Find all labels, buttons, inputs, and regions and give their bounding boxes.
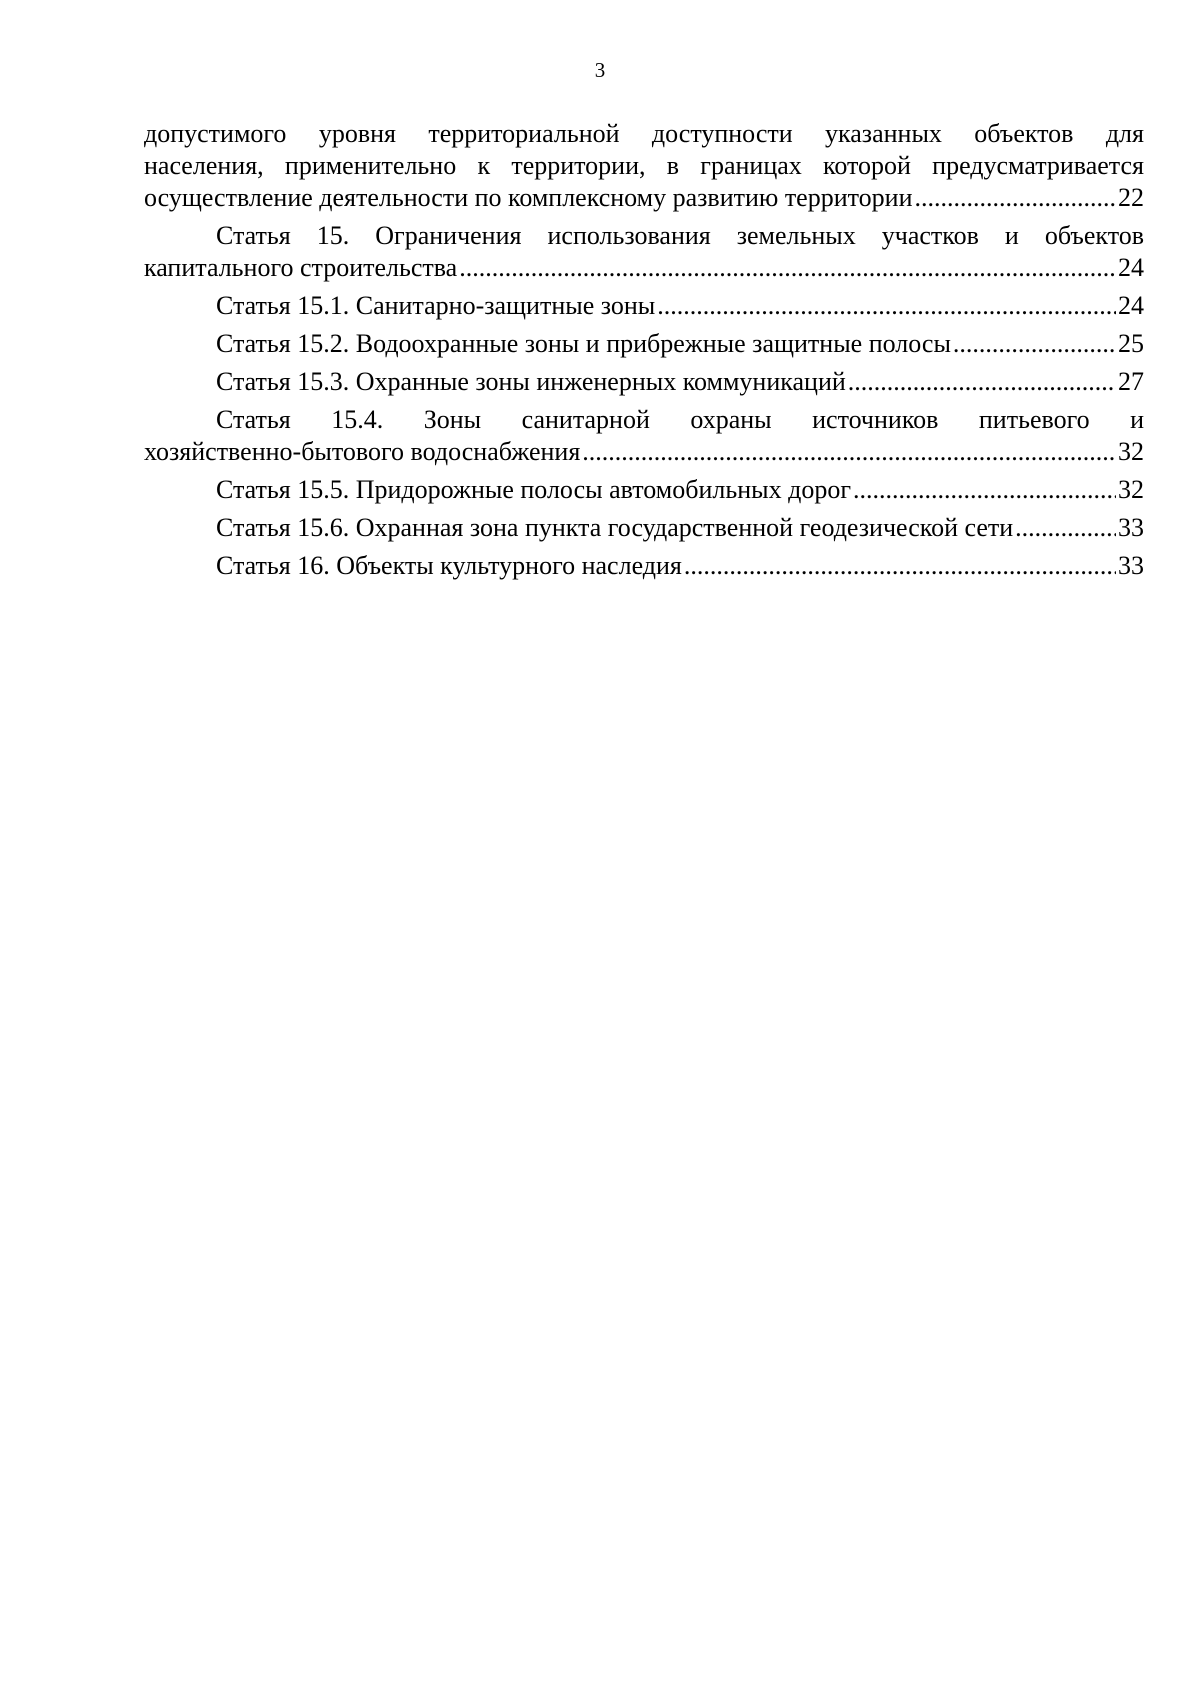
toc-entry-title: хозяйственно-бытового водоснабжения: [144, 437, 581, 466]
toc-entry-line: населения, применительно к территории, в границах которой предусматривается: [144, 151, 1144, 180]
dot-leader: [684, 550, 1116, 582]
toc-entry-article-15-6: [144, 512, 1144, 544]
dot-leader: [1015, 512, 1116, 544]
toc-page-number: 32: [1118, 475, 1144, 504]
table-of-contents: [144, 118, 1144, 588]
toc-page-number: 27: [1118, 367, 1144, 396]
toc-page-number: 33: [1118, 513, 1144, 542]
dot-leader: [953, 328, 1116, 360]
toc-entry-title: Статья 15.3. Охранные зоны инженерных коммуникаций: [216, 367, 846, 396]
toc-page-number: 25: [1118, 329, 1144, 358]
toc-entry-title: Статья 15.2. Водоохранные зоны и прибрежные защитные полосы: [216, 329, 951, 358]
toc-entry-article-15-5: [144, 474, 1144, 506]
toc-entry-continuation: [144, 118, 1144, 214]
dot-leader: [657, 290, 1116, 322]
toc-page-number: 33: [1118, 551, 1144, 580]
toc-entry-article-15-2: [144, 328, 1144, 360]
dot-leader: [915, 182, 1117, 214]
toc-page-number: 32: [1118, 437, 1144, 466]
toc-entry-title: капитального строительства: [144, 253, 458, 282]
toc-entry-title: Статья 15.5. Придорожные полосы автомобильных дорог: [216, 475, 851, 504]
toc-entry-title: Статья 15.1. Санитарно-защитные зоны: [216, 291, 656, 320]
toc-entry-title: Статья 16. Объекты культурного наследия: [216, 551, 682, 580]
toc-entry-article-15-1: [144, 290, 1144, 322]
toc-page-number: 22: [1118, 183, 1144, 212]
toc-entry-last-line: [144, 436, 1144, 468]
toc-entry-article-16: [144, 550, 1144, 582]
dot-leader: [853, 474, 1116, 506]
page-number: 3: [594, 58, 606, 82]
toc-entry-article-15: [144, 220, 1144, 284]
toc-page-number: 24: [1118, 291, 1144, 320]
toc-entry-last-line: [144, 182, 1144, 214]
dot-leader: [459, 252, 1116, 284]
toc-page-number: 24: [1118, 253, 1144, 282]
toc-entry-last-line: [144, 252, 1144, 284]
toc-entry-article-15-3: [144, 366, 1144, 398]
dot-leader: [848, 366, 1116, 398]
toc-entry-article-15-4: [144, 404, 1144, 468]
toc-entry-title: Статья 15.6. Охранная зона пункта государственной геодезической сети: [216, 513, 1014, 542]
dot-leader: [582, 436, 1116, 468]
toc-entry-line: Статья 15.4. Зоны санитарной охраны источников питьевого и: [216, 405, 1144, 434]
toc-entry-title: осуществление деятельности по комплексному развитию территории: [144, 183, 913, 212]
toc-entry-line: допустимого уровня территориальной доступности указанных объектов для: [144, 119, 1144, 148]
toc-entry-line: Статья 15. Ограничения использования земельных участков и объектов: [216, 221, 1144, 250]
